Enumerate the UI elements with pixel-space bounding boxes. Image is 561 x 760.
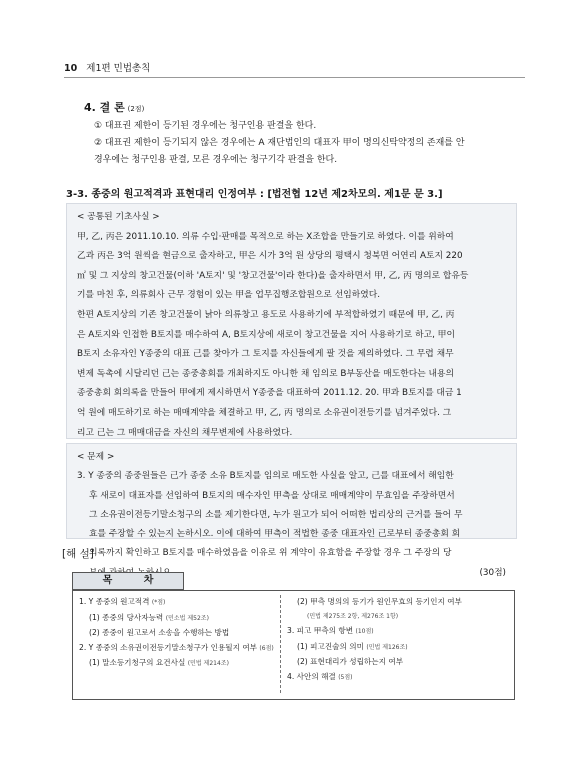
toc-item: (1) 말소등기청구의 요건사실 (민법 제214조) (89, 658, 229, 667)
section-heading: 3-3. 종중의 원고적격과 표현대리 인정여부 : [법전협 12년 제2차모의. 제1문 문 3.] (66, 189, 443, 200)
toc-left-column (79, 595, 274, 672)
facts-line: 은 A토지와 인접한 B토지를 매수하여 A, B토지상에 새로이 창고건물을 지어 사용하기로 하고, 甲이 (77, 329, 455, 340)
header-rule (64, 77, 525, 78)
problem-line: 그 소유권이전등기말소청구의 소를 제기한다면, 누가 원고가 되어 어떠한 법리상의 근거를 들어 무 (89, 509, 463, 520)
chapter-title: 제1편 민법총칙 (86, 63, 151, 74)
toc-item: (2) 甲측 명의의 등기가 원인무효의 등기인지 여부 (297, 597, 462, 606)
page-header (64, 60, 150, 74)
facts-line: 甲, 乙, 丙은 2011.10.10. 의류 수입·판매를 목적으로 하는 X조합을 만들기로 하였다. 이를 위하여 (77, 231, 454, 242)
facts-line: 억 원에 매도하기로 하는 매매계약을 체결하고 甲, 乙, 丙 명의로 소유권이전등기를 넘겨주었다. 그 (77, 407, 452, 418)
toc-item: 2. Y 종중의 소유권이전등기말소청구가 인용될지 여부 (6점) (79, 642, 274, 652)
toc-item: 4. 사안의 해결 (5점) (287, 671, 353, 681)
facts-line: 변제 독촉에 시달리던 己는 종중총회를 개최하지도 아니한 채 임의로 B부동산을 매도한다는 내용의 (77, 368, 455, 379)
facts-line: 乙과 丙은 3억 원씩을 현금으로 출자하고, 甲은 시가 3억 원 상당의 평택시 청북면 어연리 A토지 220 (77, 251, 463, 262)
conclusion-points: (2점) (127, 105, 145, 113)
toc-title: 목 차 (72, 572, 184, 590)
conclusion-item-2a: ② 대표권 제한이 등기되지 않은 경우에는 A 재단법인의 대표자 甲이 명의신탁약정의 존재를 안 (94, 138, 465, 148)
toc-item: 1. Y 종중의 원고적격 (*점) (79, 597, 166, 606)
toc-right-column (287, 595, 509, 685)
page-number: 10 (64, 63, 78, 74)
problem-line: 효를 주장할 수 있는지 논하시오. 이에 대하여 甲측이 적법한 종중 대표자인 己로부터 종중총회 회 (89, 529, 461, 540)
conclusion-title: 4. 결 론 (84, 101, 125, 114)
toc-divider (280, 595, 281, 693)
conclusion-item-2b: 경우에는 청구인용 판결, 모른 경우에는 청구기각 판결을 한다. (94, 155, 338, 165)
toc-item-ref: (민법 제275조 2항, 제276조 1항) (307, 612, 399, 620)
facts-line: 한편 A토지상의 기존 창고건물이 낡아 의류창고 용도로 사용하기에 부적합하였기 때문에 甲, 乙, 丙 (77, 309, 455, 320)
problem-line: 의록까지 확인하고 B토지를 매수하였음을 이유로 위 계약이 유효함을 주장할 경우 그 주장의 당 (89, 548, 452, 559)
facts-box (66, 203, 517, 439)
facts-line: 기를 마친 후, 의류회사 근무 경험이 있는 甲을 업무집행조합원으로 선임하였다. (77, 290, 380, 301)
conclusion-item-1: ① 대표권 제한이 등기된 경우에는 청구인용 판결을 한다. (94, 121, 317, 131)
problem-points: (30점) (479, 567, 506, 578)
toc-item: (1) 피고진술의 의미 (민법 제126조) (297, 641, 408, 651)
toc-item: (2) 표현대리가 성립하는지 여부 (297, 657, 404, 666)
problem-line: 3. Y 종중의 종중원들은 己가 종중 소유 B토지를 임의로 매도한 사실을 알고, 己를 대표에서 해임한 (77, 471, 454, 482)
facts-line: 종중총회 회의록을 만들어 甲에게 제시하면서 Y종중을 대표하여 2011.12. 20. 甲과 B토지를 대금 1 (77, 388, 462, 399)
problem-label: < 문제 > (77, 452, 115, 462)
conclusion-section (84, 99, 514, 169)
table-of-contents (72, 590, 515, 700)
toc-item: 3. 피고 甲측의 항변 (10점) (287, 626, 374, 635)
problem-line: 후 새로이 대표자를 선임하여 B토지의 매수자인 甲측을 상대로 매매계약이 무효임을 주장하면서 (89, 490, 455, 501)
facts-label: < 공통된 기초사실 > (77, 212, 160, 222)
toc-item: (1) 종중의 당사자능력 (민소법 제52조) (89, 612, 209, 622)
facts-line: 리고 己는 그 매매대금을 자신의 채무변제에 사용하였다. (77, 427, 293, 438)
facts-line: ㎡ 및 그 지상의 창고건물(이하 'A토지' 및 '창고건물'이라 한다)을 출자하면서 甲, 乙, 丙 명의로 합유등 (77, 270, 469, 281)
commentary-label: [해 설] (62, 548, 94, 560)
facts-line: B토지 소유자인 Y종중의 대표 己를 찾아가 그 토지를 자신들에게 팔 것을 제의하였다. 그 무렵 채무 (77, 349, 454, 360)
toc-item: (2) 종중이 원고로서 소송을 수행하는 방법 (89, 628, 230, 637)
